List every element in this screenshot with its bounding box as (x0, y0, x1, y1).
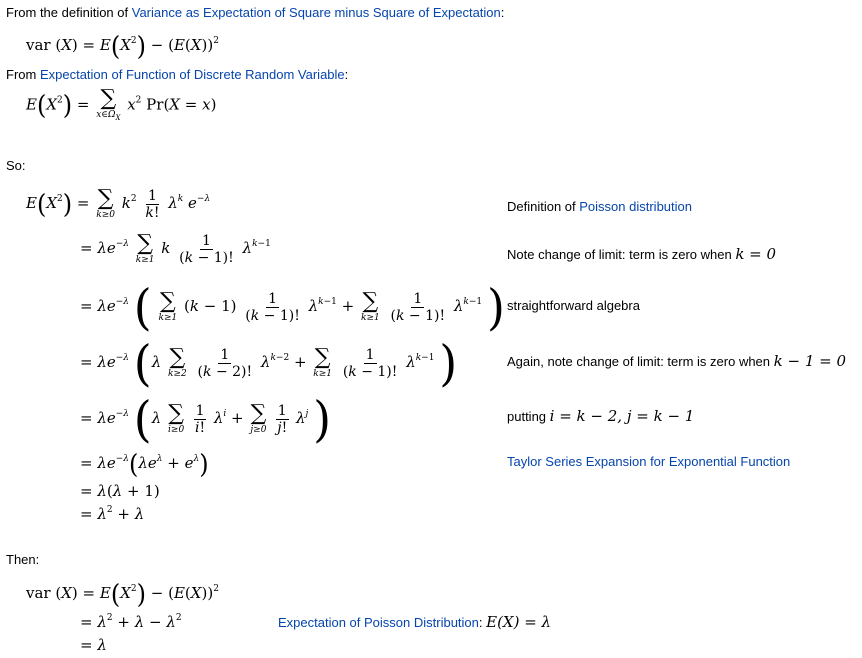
derivation-line-8: = $\lambda^2 + \lambda$ (80, 505, 145, 523)
note-4: Again, note change of limit: term is zero when k − 1 = 0 (507, 352, 847, 370)
derivation-line-2: = $\lambda e^{-\lambda}$ ∑ k≥1 k $\frac{1}{(k - 1)!}$ $\lambda^{k-1}$ (80, 231, 271, 266)
then-label: Then: (6, 552, 40, 567)
note-5: putting i = k − 2, j = k − 1 (507, 407, 695, 425)
so-label: So: (6, 158, 26, 173)
note-7: Expectation of Poisson Distribution: E(X) = λ (278, 613, 552, 631)
equation-variance-definition: var $(X) = E(X^2) - (E(X))^2$ (26, 30, 219, 62)
link-taylor-series[interactable]: Taylor Series Expansion for Exponential Function (507, 454, 791, 469)
derivation-line-4: = $\lambda e^{-\lambda}$ (λ ∑ k≥2 $\frac{1}{(k - 2)!}$ $\lambda^{k-2}$ + ∑ k≥1 $\frac{1}{(k - 1)!}$ $\lambda^{k-1}$ ) (80, 334, 458, 392)
derivation-line-3: = $\lambda e^{-\lambda}$ ( ∑ k≥1 (k − 1) $\frac{1}{(k - 1)!}$ $\lambda^{k-1}$ + ∑ k≥1 $\frac{1}{(k - 1)!}$ $\lambda^{k-1}$ ) (80, 278, 505, 336)
final-line-3: = λ (80, 636, 107, 654)
link-expectation-poisson[interactable]: Expectation of Poisson Distribution (278, 615, 479, 630)
derivation-line-6: = $\lambda e^{-\lambda}(\lambda e^\lambda + e^\lambda)$ (80, 448, 209, 480)
note-3: straightforward algebra (507, 298, 640, 313)
link-variance-definition[interactable]: Variance as Expectation of Square minus Square of Expectation (131, 5, 501, 20)
final-line-1: var $(X) = E(X^2) - (E(X))^2$ (26, 578, 219, 610)
note-6 (507, 454, 790, 470)
note-1: Definition of Poisson distribution (507, 199, 692, 214)
equation-expectation-square: $E(X^2)$ = ∑ $x\in\Omega_X$ $x^2$ Pr(X = x) (26, 86, 217, 122)
intro-line: From the definition of Variance as Expectation of Square minus Square of Expectation: (6, 5, 505, 20)
intro-line-2: From Expectation of Function of Discrete Random Variable: (6, 67, 349, 82)
link-expectation-function[interactable]: Expectation of Function of Discrete Random Variable (39, 67, 345, 82)
derivation-line-7: = λ(λ + 1) (80, 482, 160, 500)
note-2: Note change of limit: term is zero when k = 0 (507, 245, 777, 263)
link-poisson-distribution[interactable]: Poisson distribution (579, 199, 692, 214)
derivation-line-5: = $\lambda e^{-\lambda}$ (λ ∑ i≥0 $\frac{1}{i!}$ $\lambda^i$ + ∑ j≥0 $\frac{1}{j!}$ $\lambda^j$ ) (80, 390, 332, 448)
final-line-2: = $\lambda^2 + \lambda - \lambda^2$ (80, 613, 182, 631)
derivation-line-1: $E(X^2)$ = ∑ k≥0 $k^2$ $\frac{1}{k!}$ $\lambda^k$ $e^{-\lambda}$ (26, 186, 211, 221)
